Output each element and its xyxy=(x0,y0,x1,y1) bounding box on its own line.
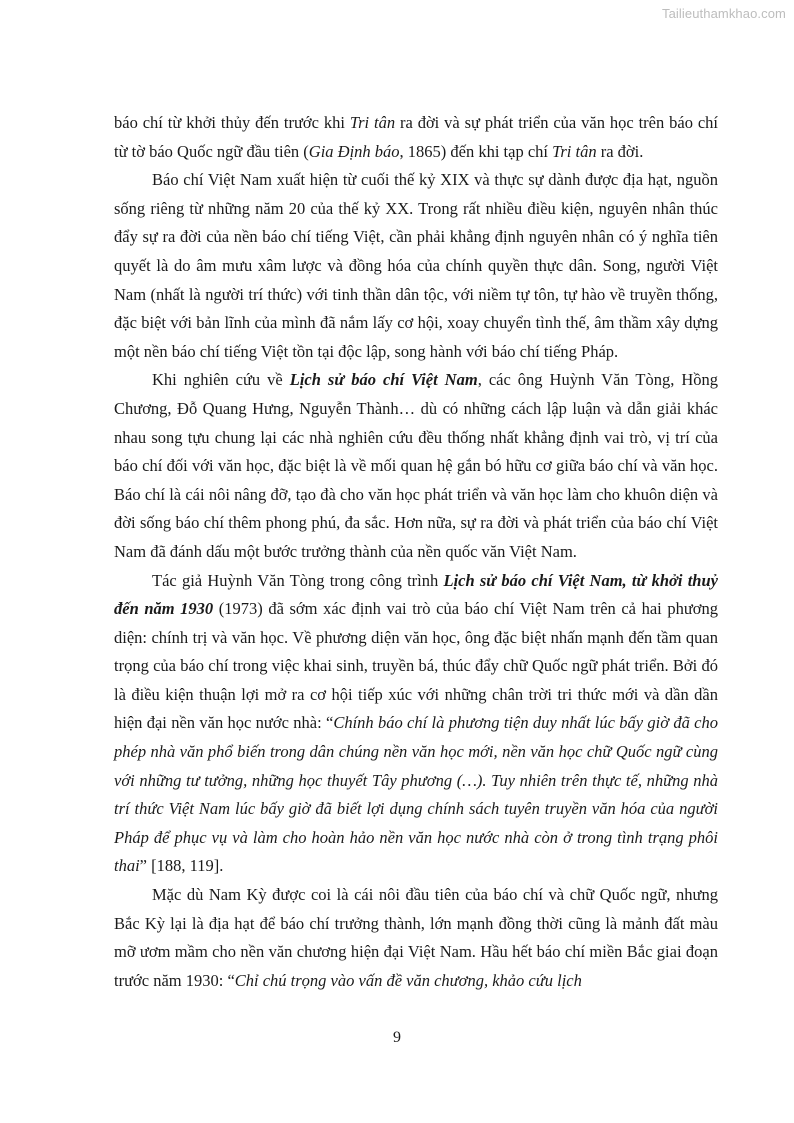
p3-text-1: Khi nghiên cứu về xyxy=(152,370,290,390)
p1-text-4: ra đời. xyxy=(596,141,644,161)
p1-text-1: báo chí từ khởi thủy đến trước khi xyxy=(114,113,350,132)
p5-text-1: Mặc dù Nam Kỳ được coi là cái nôi đầu tiên của báo chí và chữ Quốc ngữ, nhưng Bắc Kỳ lại là địa hạt để báo chí trưởng thành, lớn mạnh đồng thời cũng là mảnh đất màu mỡ ươm mầm cho nền văn chương hiện đại Việt Nam. Hầu hết báo chí miền Bắc giai đoạn trước năm 1930: “ xyxy=(114,885,718,990)
p3-bold-italic-1: Lịch sử báo chí Việt Nam xyxy=(289,370,478,390)
p4-text-2: (1973) đã sớm xác định vai trò của báo chí Việt Nam trên cả hai phương diện: chính trị và văn học. Về phương diện văn học, ông đặc biệt nhấn mạnh đến tầm quan trọng của báo chí trong việc khai sinh, truyền bá, thúc đẩy chữ Quốc ngữ phát triển. Bởi đó là điều kiện thuận lợi mở ra cơ hội tiếp xúc với những chân trời tri thức mới và dần dần hiện đại nền văn học nước nhà: “ xyxy=(114,599,718,733)
p1-italic-3: Tri tân xyxy=(552,141,597,161)
p4-bold-italic-1: Lịch sử báo chí Việt Nam, từ khởi thuỷ đến năm 1930 xyxy=(114,570,718,619)
paragraph-5 xyxy=(114,881,718,995)
p1-italic-2: Gia Định báo xyxy=(308,141,400,161)
page-number: 9 xyxy=(393,1029,401,1046)
p4-text-1: Tác giả Huỳnh Văn Tòng trong công trình xyxy=(152,570,444,590)
p1-text-2: ra đời và sự phát triển của văn học trên báo chí từ tờ báo Quốc ngữ đầu tiên ( xyxy=(114,113,719,161)
p4-quote: Chính báo chí là phương tiện duy nhất lúc bấy giờ đã cho phép nhà văn phổ biến trong dân chúng nền văn học mới, nền văn học chữ Quốc ngữ cùng với những tư tưởng, những học thuyết Tây phương (…). Tuy nhiên trên thực tế, những nhà trí thức Việt Nam lúc bấy giờ đã biết lợi dụng chính sách tuyên truyền văn hóa của người Pháp để phục vụ và làm cho hoàn hảo nền văn học nước nhà còn ở trong tình trạng phôi thai xyxy=(114,713,718,876)
p5-quote: Chỉ chú trọng vào vấn đề văn chương, khảo cứu lịch xyxy=(234,970,582,990)
watermark: Tailieuthamkhao.com xyxy=(661,6,786,21)
p3-text-2: , các ông Huỳnh Văn Tòng, Hồng Chương, Đỗ Quang Hưng, Nguyễn Thành… dù có những cách lập luận và dẫn giải khác nhau song tựu chung lại các nhà nghiên cứu đều thống nhất khẳng định vai trò, vị trí của báo chí đối với văn học, đặc biệt là về mối quan hệ gắn bó hữu cơ giữa báo chí và văn học. Báo chí là cái nôi nâng đỡ, tạo đà cho văn học phát triển và văn học làm cho khuôn diện và đời sống báo chí thêm phong phú, đa sắc. Hơn nữa, sự ra đời và phát triển của báo chí Việt Nam đã đánh dấu một bước trưởng thành của nền quốc văn Việt Nam. xyxy=(114,370,718,561)
p1-text-3: , 1865) đến khi tạp chí xyxy=(399,141,553,161)
paragraph-2 xyxy=(114,166,718,366)
p4-text-3: ” [188, 119]. xyxy=(139,856,224,876)
body-text xyxy=(114,109,718,995)
p1-italic-1: Tri tân xyxy=(349,113,396,132)
paragraph-4 xyxy=(114,567,718,882)
paragraph-3 xyxy=(114,366,718,566)
p2-text-1: Báo chí Việt Nam xuất hiện từ cuối thế kỷ XIX và thực sự dành được địa hạt, nguồn sống riêng từ những năm 20 của thế kỷ XX. Trong rất nhiều điều kiện, nguyên nhân thúc đẩy sự ra đời của nền báo chí tiếng Việt, cần phải khẳng định nguyên nhân có ý nghĩa tiên quyết là do âm mưu xâm lược và đồng hóa của chính quyền thực dân. Song, người Việt Nam (nhất là người trí thức) với tinh thần dân tộc, với niềm tự tôn, tự hào về truyền thống, đặc biệt với bản lĩnh của mình đã nắm lấy cơ hội, xoay chuyển tình thế, âm thầm xây dựng một nền báo chí tiếng Việt tồn tại độc lập, song hành với báo chí tiếng Pháp. xyxy=(114,170,718,361)
paragraph-1 xyxy=(114,109,718,166)
